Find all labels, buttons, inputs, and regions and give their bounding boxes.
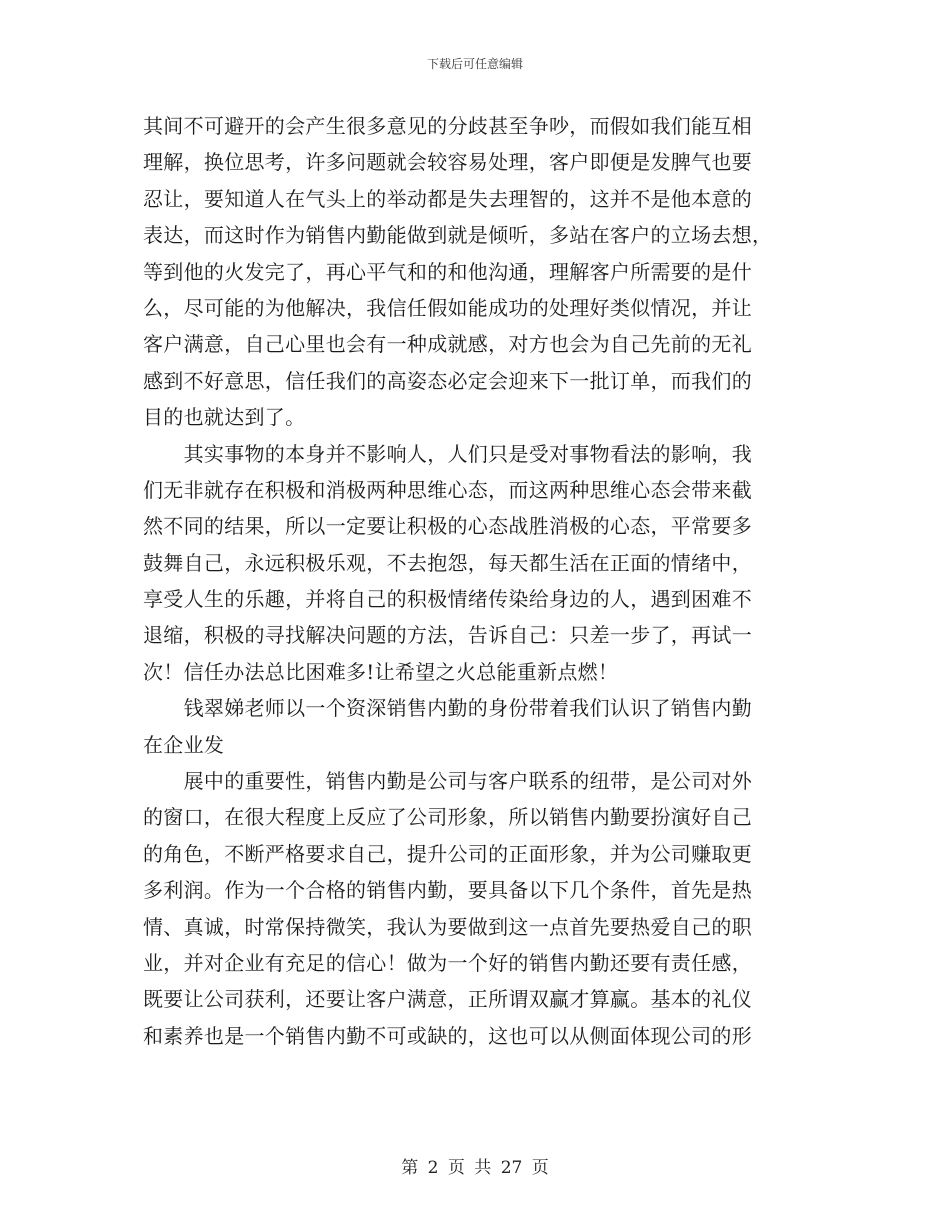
page-number-footer: 第 2 页 共 27 页 — [401, 1158, 549, 1178]
text-line: 退缩，积极的寻找解决问题的方法，告诉自己：只差一步了，再试一 — [143, 623, 752, 648]
text-line: 等到他的火发完了，再心平气和的和他沟通，理解客户所需要的是什 — [143, 259, 752, 284]
text-line: 享受人生的乐趣，并将自己的积极情绪传染给身边的人，遇到困难不 — [143, 587, 752, 612]
text-line: 么，尽可能的为他解决，我信任假如能成功的处理好类似情况，并让 — [143, 295, 752, 320]
text-line: 鼓舞自己，永远积极乐观，不去抱怨，每天都生活在正面的情绪中， — [143, 550, 752, 575]
text-line: 忍让，要知道人在气头上的举动都是失去理智的，这并不是他本意的 — [143, 186, 752, 211]
page-header: 下载后可任意编辑 — [426, 57, 523, 71]
text-line: 钱翠娣老师以一个资深销售内勤的身份带着我们认识了销售内勤 — [143, 696, 752, 721]
text-line: 的角色，不断严格要求自己，提升公司的正面形象，并为公司赚取更 — [143, 841, 752, 866]
text-line: 业，并对企业有充足的信心！做为一个好的销售内勤还要有责任感， — [143, 950, 752, 975]
text-line: 既要让公司获利，还要让客户满意，正所谓双赢才算赢。基本的礼仪 — [143, 987, 752, 1012]
text-line: 次！信任办法总比困难多!让希望之火总能重新点燃！ — [143, 659, 619, 684]
text-line: 表达，而这时作为销售内勤能做到就是倾听，多站在客户的立场去想， — [143, 223, 773, 248]
text-line: 们无非就存在积极和消极两种思维心态，而这两种思维心态会带来截 — [143, 477, 752, 502]
text-line: 感到不好意思，信任我们的高姿态必定会迎来下一批订单，而我们的 — [143, 368, 752, 393]
text-line: 展中的重要性，销售内勤是公司与客户联系的纽带，是公司对外 — [143, 769, 752, 794]
text-line: 然不同的结果，所以一定要让积极的心态战胜消极的心态，平常要多 — [143, 514, 752, 539]
text-line: 情、真诚，时常保持微笑，我认为要做到这一点首先要热爱自己的职 — [143, 914, 752, 939]
text-line: 目的也就达到了。 — [143, 405, 306, 430]
document-body — [143, 108, 803, 1054]
text-line: 理解，换位思考，许多问题就会较容易处理，客户即便是发脾气也要 — [143, 150, 752, 175]
text-line: 多利润。作为一个合格的销售内勤，要具备以下几个条件，首先是热 — [143, 878, 752, 903]
text-line: 其实事物的本身并不影响人，人们只是受对事物看法的影响，我 — [143, 441, 752, 466]
text-line: 客户满意，自己心里也会有一种成就感，对方也会为自己先前的无礼 — [143, 332, 752, 357]
text-line: 其间不可避开的会产生很多意见的分歧甚至争吵，而假如我们能互相 — [143, 114, 752, 138]
text-line: 和素养也是一个销售内勤不可或缺的，这也可以从侧面体现公司的形 — [143, 1023, 752, 1048]
text-line: 在企业发 — [143, 732, 225, 757]
text-line: 的窗口，在很大程度上反应了公司形象，所以销售内勤要扮演好自己 — [143, 805, 752, 830]
